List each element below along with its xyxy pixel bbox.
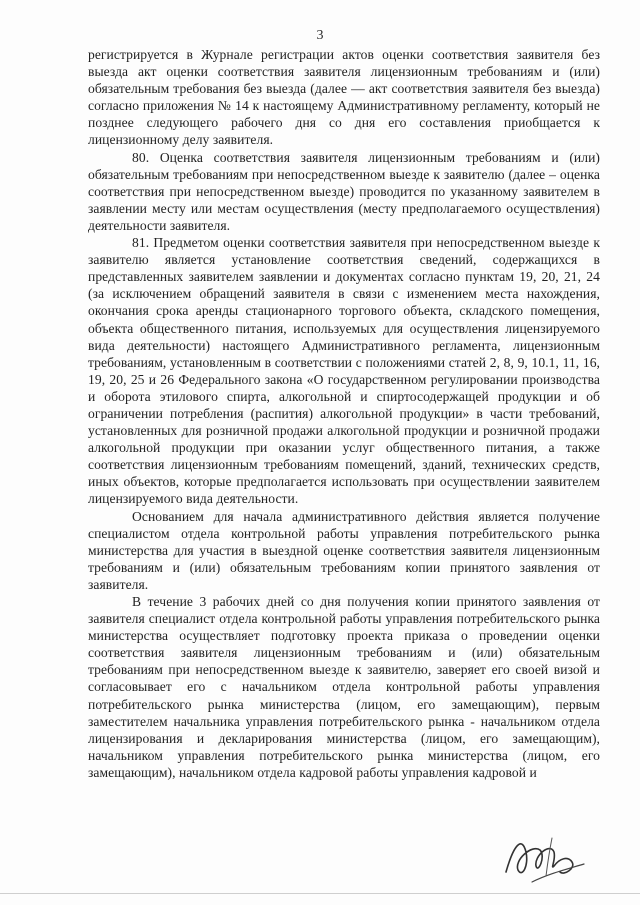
page-bottom-edge [0, 893, 640, 894]
paragraph-81: 81. Предметом оценки соответствия заявителя при непосредственном выезде к заявителю является установление соответствия сведений, содержащихся в представленных заявителем заявлении и документах согласно пунктам 19, 20, 21, 24 (за исключением обращений заявителя в связи с изменением места нахождения, окончания срока аренды стационарного торгового объекта, складского помещения, объекта общественного питания, используемых для осуществления лицензируемого вида деятельности) настоящего Административного регламента, лицензионным требованиям, установленным в соответствии с положениями статей 2, 8, 9, 10.1, 11, 16, 19, 20, 25 и 26 Федерального закона «О государственном регулировании производства и оборота этилового спирта, алкогольной и спиртосодержащей продукции и об ограничении потребления (распития) алкогольной продукции» в части требований, установленных для розничной продажи алкогольной продукции и розничной продажи алкогольной продукции при оказании услуг общественного питания, а также соответствия лицензионным требованиям помещений, зданий, технических средств, иных объектов, которые предполагается использовать при осуществлении заявителем лицензируемого вида деятельности. [88, 235, 600, 507]
paragraph-basis: Основанием для начала административного действия является получение специалистом отдела контрольной работы управления потребительского рынка министерства для участия в выездной оценке соответствия заявителя лицензионным требованиям и (или) обязательным требованиям копии принятого заявления от заявителя. [88, 508, 600, 592]
handwritten-signature [492, 826, 592, 888]
paragraph-procedure: В течение 3 рабочих дней со дня получения копии принятого заявления от заявителя специалист отдела контрольной работы управления потребительского рынка министерства осуществляет подготовку проекта приказа о проведении оценки соответствия заявителя лицензионным требованиям и (или) обязательным требованиям при непосредственном выезде к заявителю, заверяет его своей визой и согласовывает его с начальником отдела контрольной работы управления потребительского рынка министерства (лицом, его замещающим), первым заместителем начальника управления потребительского рынка - начальником отдела лицензирования и декларирования министерства (лицом, его замещающим), начальником управления потребительского рынка министерства (лицом, его замещающим), начальником отдела кадровой работы управления кадровой и [88, 594, 600, 780]
page-number: 3 [316, 28, 324, 43]
paragraph-continuation: регистрируется в Журнале регистрации актов оценки соответствия заявителя без выезда акт оценки соответствия заявителя лицензионным требованиям и (или) обязательным требования без выезда (далее — акт соответствия заявителя без выезда) согласно приложения № 14 к настоящему Административному регламенту, который не позднее следующего рабочего дня со дня его составления приобщается к лицензионному делу заявителя. [88, 47, 600, 148]
document-body [88, 46, 600, 781]
paragraph-80: 80. Оценка соответствия заявителя лицензионным требованиям и (или) обязательным требованиям при непосредственном выезде к заявителю (далее – оценка соответствия при непосредственном выезде) проводится по указанному заявителем в заявлении месту или местам осуществления (месту предполагаемого осуществления) деятельности заявителя. [88, 149, 600, 233]
